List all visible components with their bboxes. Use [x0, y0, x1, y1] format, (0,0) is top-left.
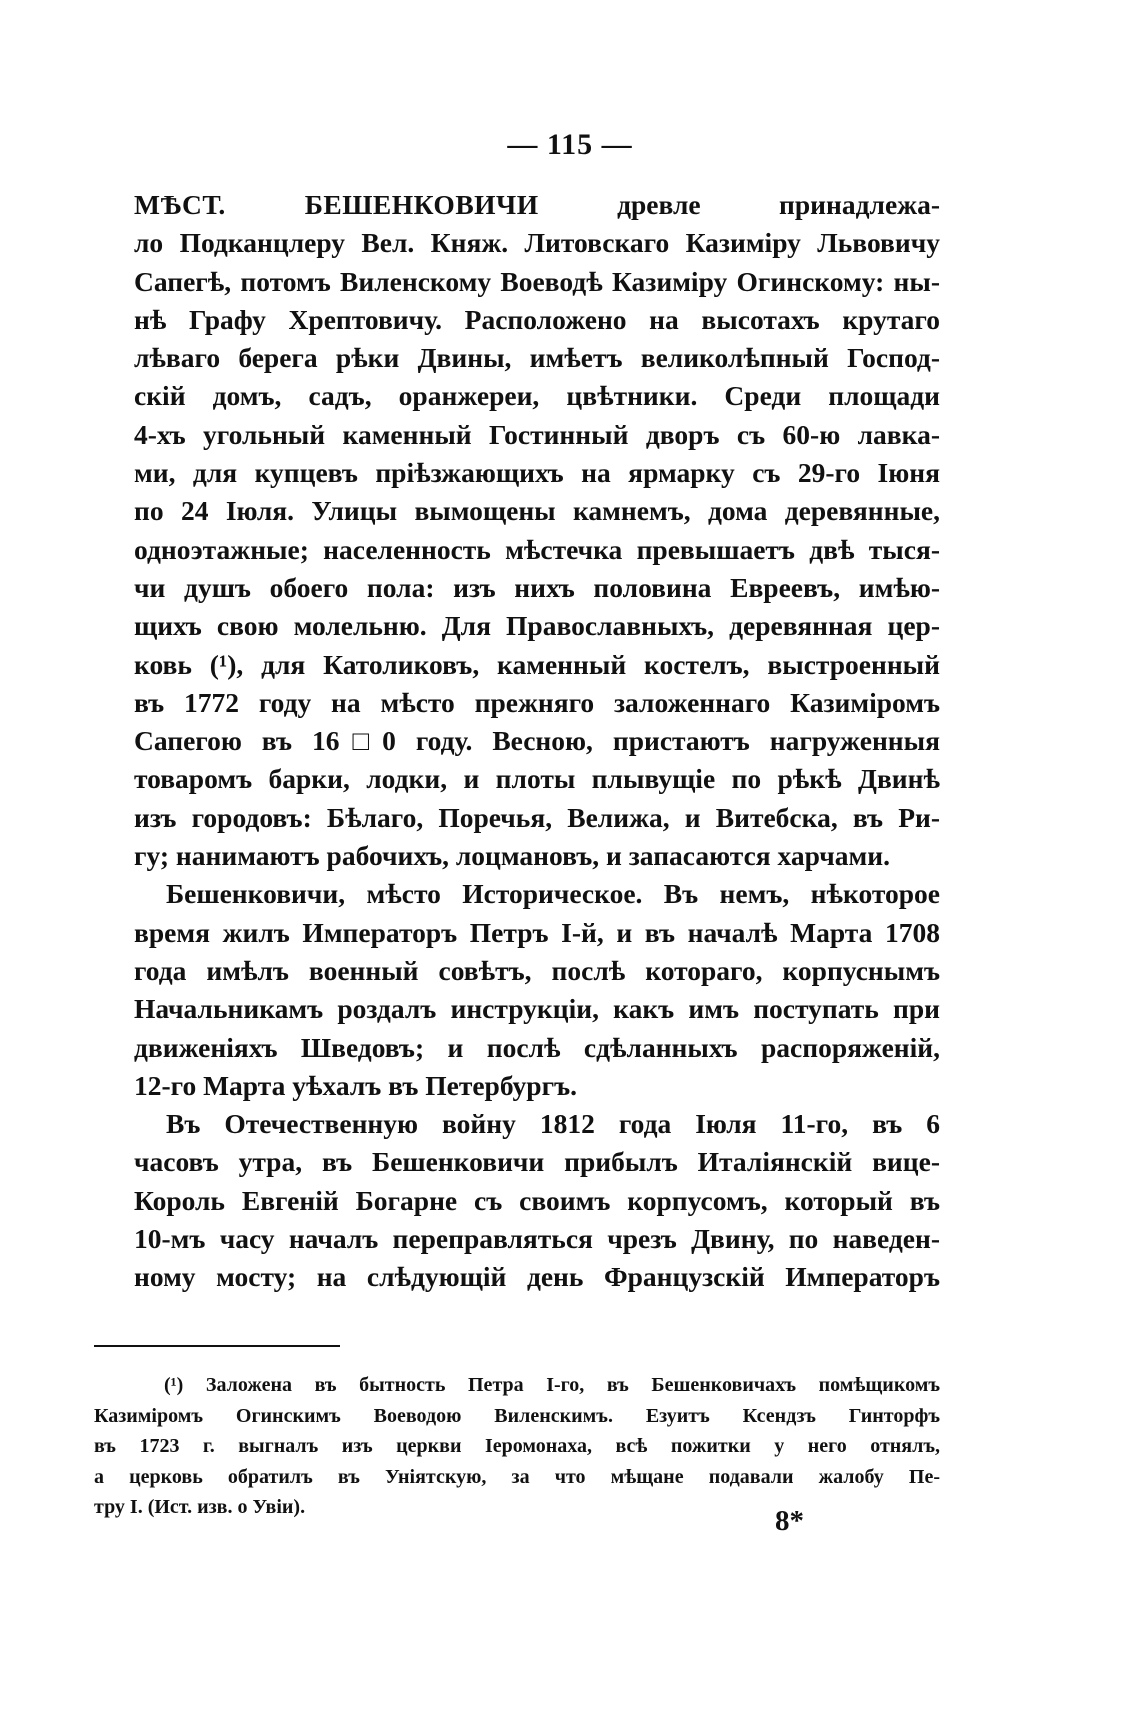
- text-line: 4-хъ угольный каменный Гостинный дворъ съ 60-ю лавка-: [134, 418, 940, 450]
- text-line: Сапегою въ 16□0 году. Весною, пристаютъ нагруженныя: [134, 725, 940, 757]
- text-line: года имѣлъ военный совѣтъ, послѣ котораго, корпуснымъ: [134, 954, 940, 986]
- footnote-line: тру I. (Ист. изв. о Увіи).: [94, 1496, 306, 1519]
- text-line: Король Евгеній Богарне съ своимъ корпусомъ, который въ: [134, 1184, 940, 1216]
- text-line: движеніяхъ Шведовъ; и послѣ сдѣланныхъ распоряженій,: [134, 1031, 940, 1063]
- text-line: 12-го Марта уѣхалъ въ Петербургъ.: [134, 1069, 577, 1101]
- text-line: гу; нанимаютъ рабочихъ, лоцмановъ, и запасаются харчами.: [134, 840, 890, 872]
- page-number: — 115 —: [507, 128, 633, 161]
- body-text: [134, 186, 940, 1297]
- footnote-divider: [94, 1345, 340, 1347]
- text-line: одноэтажные; населенность мѣстечка превышаетъ двѣ тыся-: [134, 533, 940, 565]
- signature-mark: 8*: [775, 1505, 804, 1537]
- text-line: товаромъ барки, лодки, и плоты плывущіе по рѣкѣ Двинѣ: [134, 763, 940, 795]
- text-line: чи душъ обоего пола: изъ нихъ половина Евреевъ, имѣю-: [134, 571, 940, 603]
- text-line: лѣваго берега рѣки Двины, имѣетъ великолѣпный Господ-: [134, 342, 940, 374]
- text-line: время жилъ Императоръ Петръ I-й, и въ началѣ Марта 1708: [134, 916, 940, 948]
- text-line: ло Подканцлеру Вел. Княж. Литовскаго Казиміру Львовичу: [134, 227, 940, 259]
- text-line: изъ городовъ: Бѣлаго, Поречья, Велижа, и Витебска, въ Ри-: [134, 801, 940, 833]
- footnote-line: а церковь обратилъ въ Уніятскую, за что мѣщане подавали жалобу Пе-: [94, 1465, 940, 1488]
- text-line: нѣ Графу Хрептовичу. Расположено на высотахъ крутаго: [134, 303, 940, 335]
- footnote-line: Казиміромъ Огинскимъ Воеводою Виленскимъ. Езуитъ Ксендзъ Гинторфъ: [94, 1404, 940, 1427]
- footnote-line: (¹) Заложена въ бытность Петра I-го, въ Бешенковичахъ помѣщикомъ: [164, 1374, 940, 1396]
- text-line: скій домъ, садъ, оранжереи, цвѣтники. Среди площади: [134, 380, 940, 412]
- text-line: ми, для купцевъ пріѣзжающихъ на ярмарку съ 29-го Іюня: [134, 457, 940, 489]
- text-line: щихъ свою молельню. Для Православныхъ, деревянная цер-: [134, 610, 940, 642]
- text-line: Бешенковичи, мѣсто Историческое. Въ немъ, нѣкоторое: [166, 878, 940, 910]
- text-line: въ 1772 году на мѣсто прежняго заложеннаго Казиміромъ: [134, 686, 940, 718]
- text-line: по 24 Іюля. Улицы вымощены камнемъ, дома деревянные,: [134, 495, 940, 527]
- text-line: ному мосту; на слѣдующій день Французскій Императоръ: [134, 1261, 940, 1293]
- text-line: 10-мъ часу началъ переправляться чрезъ Двину, по наведен-: [134, 1223, 940, 1255]
- text-line: часовъ утра, въ Бешенковичи прибылъ Италіянскій вице-: [134, 1146, 940, 1178]
- section-heading: МѢСТ. БЕШЕНКОВИЧИ: [134, 189, 539, 220]
- text-line: Въ Отечественную войну 1812 года Іюля 11-го, въ 6: [166, 1108, 940, 1140]
- footnote: [94, 1370, 940, 1523]
- text-line: Начальникамъ роздалъ инструкціи, какъ имъ поступать при: [134, 993, 940, 1025]
- footnote-line: въ 1723 г. выгналъ изъ церкви Іеромонаха, всѣ пожитки у него отнялъ,: [94, 1435, 940, 1458]
- text-line: ковь (¹), для Католиковъ, каменный костелъ, выстроенный: [134, 648, 940, 680]
- text-line: Сапегѣ, потомъ Виленскому Воеводѣ Казиміру Огинскому: ны-: [134, 265, 940, 297]
- text-line: МѢСТ. БЕШЕНКОВИЧИ древле принадлежа-: [134, 189, 941, 220]
